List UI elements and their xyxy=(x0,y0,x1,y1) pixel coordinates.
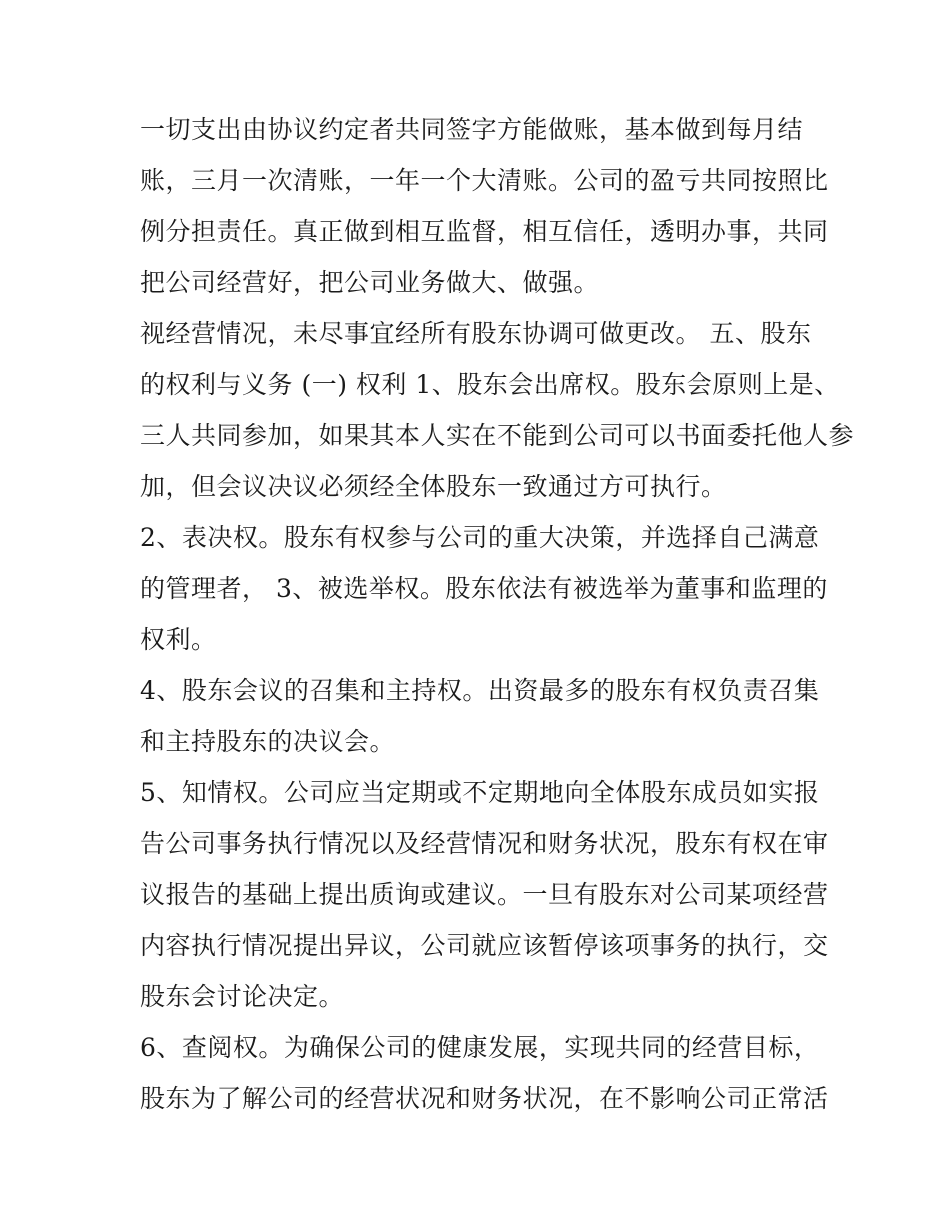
text-line: 账，三月一次清账，一年一个大清账。公司的盈亏共同按照比 xyxy=(140,166,829,195)
text-line: 和主持股东的决议会。 xyxy=(140,727,396,756)
text-line: 议报告的基础上提出质询或建议。一旦有股东对公司某项经营 xyxy=(140,880,829,909)
text-line: 视经营情况，未尽事宜经所有股东协调可做更改。 五、股东 xyxy=(140,319,812,348)
text-line: 权利。 xyxy=(140,625,217,654)
text-line: 把公司经营好，把公司业务做大、做强。 xyxy=(140,268,600,297)
text-line: 加，但会议决议必须经全体股东一致通过方可执行。 xyxy=(140,472,727,501)
text-line: 股东为了解公司的经营状况和财务状况，在不影响公司正常活 xyxy=(140,1084,829,1113)
text-line: 4、股东会议的召集和主持权。出资最多的股东有权负责召集 xyxy=(140,676,820,705)
text-line: 5、知情权。公司应当定期或不定期地向全体股东成员如实报 xyxy=(140,778,820,807)
document-body-text xyxy=(140,104,855,1124)
text-line: 三人共同参加，如果其本人实在不能到公司可以书面委托他人参 xyxy=(140,421,855,450)
text-line: 的管理者， 3、被选举权。股东依法有被选举为董事和监理的 xyxy=(140,574,828,603)
text-line: 告公司事务执行情况以及经营情况和财务状况，股东有权在审 xyxy=(140,829,829,858)
text-line: 内容执行情况提出异议，公司就应该暂停该项事务的执行，交 xyxy=(140,931,829,960)
text-line: 例分担责任。真正做到相互监督，相互信任，透明办事，共同 xyxy=(140,217,829,246)
text-line: 2、表决权。股东有权参与公司的重大决策，并选择自己满意 xyxy=(140,523,820,552)
text-line: 一切支出由协议约定者共同签字方能做账，基本做到每月结 xyxy=(140,115,804,144)
text-line: 股东会讨论决定。 xyxy=(140,982,345,1011)
text-line: 6、查阅权。为确保公司的健康发展，实现共同的经营目标， xyxy=(140,1033,820,1062)
text-line: 的权利与义务 (一) 权利 1、股东会出席权。股东会原则上是、 xyxy=(140,370,840,399)
